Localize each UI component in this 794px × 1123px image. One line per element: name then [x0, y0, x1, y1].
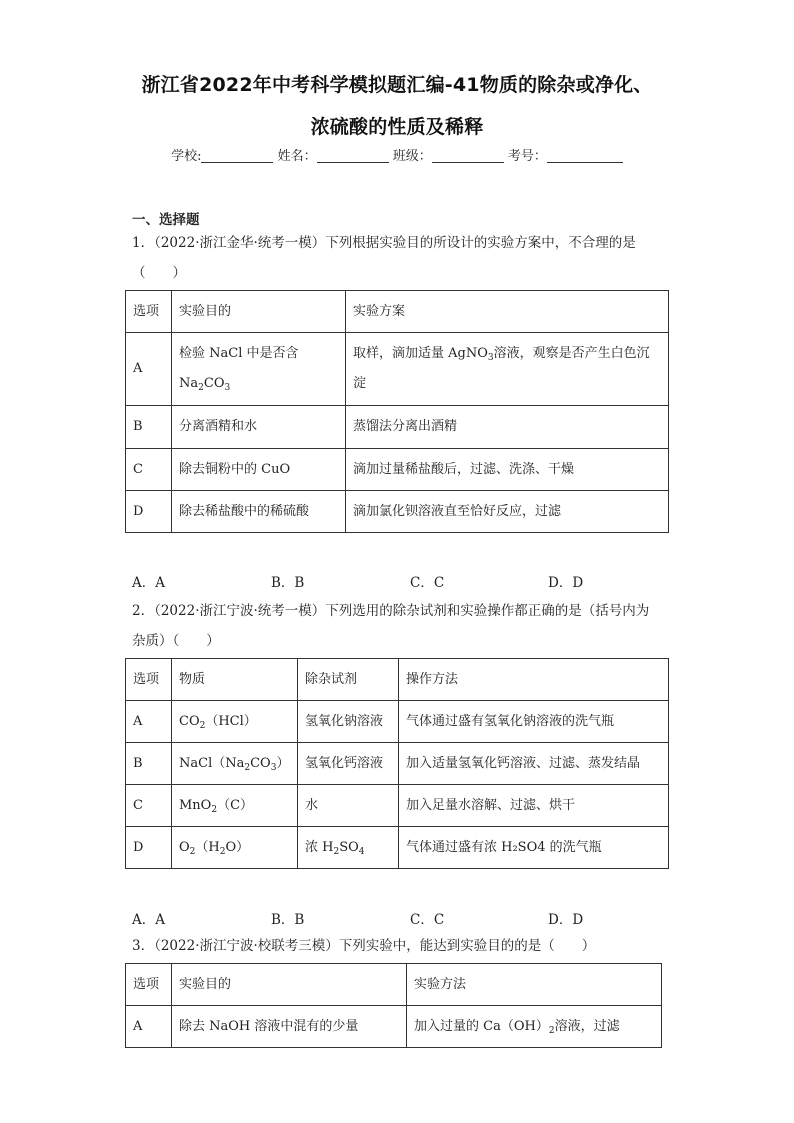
class-label: 班级： — [392, 149, 432, 164]
goal-cell: 分离酒精和水 — [172, 406, 346, 449]
question-3-stem — [132, 931, 692, 961]
table-row — [126, 1006, 662, 1048]
goal-text: 检验 NaCl 中是否含 — [179, 346, 299, 361]
choice-a[interactable]: A．A — [132, 912, 165, 928]
table-header-row — [126, 291, 669, 333]
header-cell: 实验方法 — [407, 964, 662, 1006]
question-2-text: 2．（2022·浙江宁波·统考一模）下列选用的除杂试剂和实验操作都正确的是（括号内为 — [132, 603, 650, 619]
plan-text-cont: 淀 — [353, 376, 367, 391]
formula-part: CO — [203, 376, 225, 391]
formula-sub: 2 — [219, 846, 226, 857]
header-cell: 实验方案 — [346, 291, 669, 333]
formula-sub: 3 — [270, 762, 277, 773]
header-cell: 选项 — [126, 964, 172, 1006]
school-label: 学校: — [171, 149, 202, 164]
formula-sub: 2 — [211, 804, 218, 815]
formula-part: O） — [225, 839, 250, 855]
formula-part: （HCl） — [205, 713, 257, 729]
formula-part: 浓 H — [305, 839, 334, 855]
formula-part: （H — [195, 839, 220, 855]
choice-d[interactable]: D．D — [548, 575, 584, 591]
table-row — [126, 785, 669, 827]
header-cell: 选项 — [126, 659, 172, 701]
plan-cell — [407, 1006, 662, 1048]
plan-part: 溶液，观察是否产生白色沉 — [493, 346, 650, 361]
formula-sub: 2 — [198, 383, 204, 393]
plan-part: 加入过量的 Ca（OH） — [414, 1018, 549, 1034]
document-title-line2: 浓硫酸的性质及稀释 — [310, 116, 484, 138]
formula-part: SO — [339, 839, 359, 855]
table-header-row — [126, 964, 662, 1006]
operation-cell: 加入足量水溶解、过滤、烘干 — [399, 785, 669, 827]
student-info-line — [0, 145, 794, 164]
reagent-cell: 氢氧化钠溶液 — [298, 701, 399, 743]
choice-c[interactable]: C．C — [410, 575, 445, 591]
header-cell: 实验目的 — [172, 291, 346, 333]
plan-cell: 滴加氯化钡溶液直至恰好反应，过滤 — [346, 491, 669, 533]
substance-cell — [172, 827, 298, 869]
class-blank[interactable] — [432, 148, 504, 163]
header-cell: 物质 — [172, 659, 298, 701]
name-label: 姓名： — [277, 149, 317, 164]
plan-part: 溶液，过滤 — [554, 1018, 620, 1034]
reagent-cell: 氢氧化钙溶液 — [298, 743, 399, 785]
table-row — [126, 491, 669, 533]
formula-part: CO — [250, 755, 271, 771]
option-cell: C — [126, 449, 172, 491]
formula-sub: 2 — [333, 846, 340, 857]
substance-cell — [172, 701, 298, 743]
choice-b[interactable]: B．B — [271, 912, 305, 928]
table-row — [126, 827, 669, 869]
table-row — [126, 701, 669, 743]
operation-cell: 气体通过盛有浓 H₂SO4 的洗气瓶 — [399, 827, 669, 869]
reagent-cell: 水 — [298, 785, 399, 827]
option-cell: B — [126, 743, 172, 785]
header-cell: 操作方法 — [399, 659, 669, 701]
formula-sub: 2 — [199, 720, 206, 731]
question-1-stem — [132, 228, 652, 288]
formula-part: NaCl（Na — [179, 755, 245, 771]
plan-cell: 滴加过量稀盐酸后，过滤、洗涤、干燥 — [346, 449, 669, 491]
plan-cell — [346, 333, 669, 406]
option-cell: A — [126, 333, 172, 406]
formula-sub: 2 — [548, 1025, 555, 1036]
option-cell: B — [126, 406, 172, 449]
question-3-table — [125, 963, 662, 1048]
number-blank[interactable] — [547, 148, 623, 163]
option-cell: D — [126, 491, 172, 533]
number-label: 考号： — [507, 149, 547, 164]
header-cell: 选项 — [126, 291, 172, 333]
goal-cell: 除去铜粉中的 CuO — [172, 449, 346, 491]
formula-sub: 4 — [358, 846, 365, 857]
question-1-table — [125, 290, 669, 533]
formula-sub: 2 — [189, 846, 196, 857]
header-cell: 除杂试剂 — [298, 659, 399, 701]
name-blank[interactable] — [317, 148, 389, 163]
header-cell: 实验目的 — [172, 964, 407, 1006]
option-cell: C — [126, 785, 172, 827]
formula-sub: 2 — [244, 762, 251, 773]
goal-formula — [179, 369, 338, 399]
formula-part: （C） — [217, 797, 254, 813]
section-heading: 一、选择题 — [132, 212, 200, 228]
school-blank[interactable] — [201, 148, 273, 163]
formula-part: MnO — [179, 797, 212, 813]
goal-cell: 除去稀盐酸中的稀硫酸 — [172, 491, 346, 533]
choice-d[interactable]: D．D — [548, 912, 584, 928]
operation-cell: 气体通过盛有氢氧化钠溶液的洗气瓶 — [399, 701, 669, 743]
option-cell: A — [126, 1006, 172, 1048]
substance-cell — [172, 743, 298, 785]
plan-part: 取样，滴加适量 AgNO — [353, 346, 488, 361]
table-header-row — [126, 659, 669, 701]
formula-part: O — [179, 839, 190, 855]
plan-cell: 蒸馏法分离出酒精 — [346, 406, 669, 449]
question-2-stem — [132, 596, 652, 656]
formula-part: CO — [179, 713, 200, 729]
plan-text — [353, 339, 661, 369]
formula-part: ） — [276, 755, 290, 771]
table-row — [126, 406, 669, 449]
table-row — [126, 743, 669, 785]
table-row — [126, 333, 669, 406]
formula-part: Na — [179, 376, 199, 391]
choice-a[interactable]: A．A — [132, 575, 165, 591]
formula-sub: 3 — [487, 353, 494, 363]
table-row — [126, 449, 669, 491]
question-2-table — [125, 658, 669, 869]
reagent-cell — [298, 827, 399, 869]
document-title-line1: 浙江省2022年中考科学模拟题汇编-41物质的除杂或净化、 — [141, 74, 653, 96]
goal-cell — [172, 333, 346, 406]
question-1-paren: （ ） — [132, 265, 186, 281]
option-cell: A — [126, 701, 172, 743]
question-1-text: 1．（2022·浙江金华·统考一模）下列根据实验目的所设计的实验方案中，不合理的是 — [132, 235, 636, 251]
substance-cell — [172, 785, 298, 827]
choice-c[interactable]: C．C — [410, 912, 445, 928]
formula-sub: 3 — [224, 383, 231, 393]
option-cell: D — [126, 827, 172, 869]
operation-cell: 加入适量氢氧化钙溶液、过滤、蒸发结晶 — [399, 743, 669, 785]
choice-b[interactable]: B．B — [271, 575, 305, 591]
question-2-text-cont: 杂质）（ ） — [132, 633, 220, 649]
question-3-text: 3．（2022·浙江宁波·校联考三模）下列实验中，能达到实验目的的是（ ） — [132, 938, 596, 954]
goal-cell: 除去 NaOH 溶液中混有的少量 — [172, 1006, 407, 1048]
